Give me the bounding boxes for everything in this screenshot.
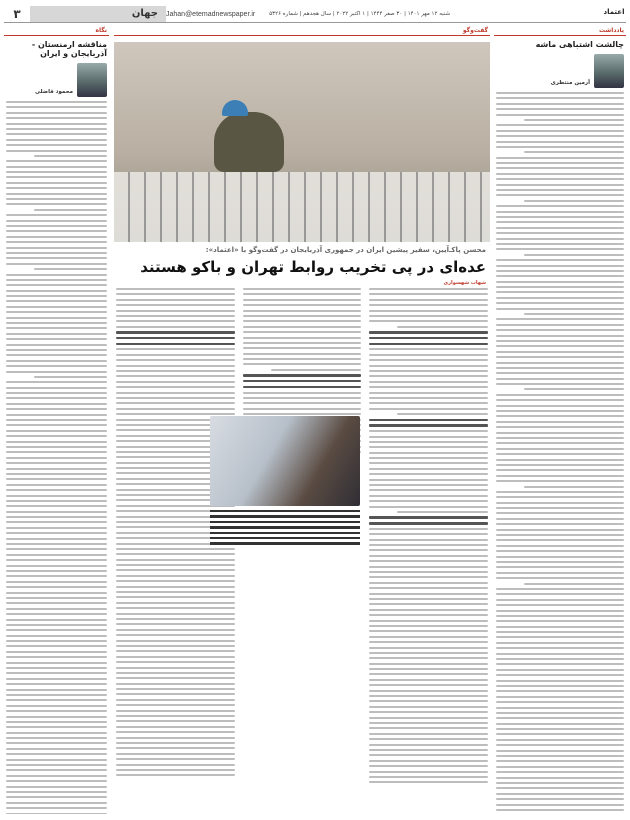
author-avatar <box>77 63 107 97</box>
main-photo <box>114 42 490 242</box>
site-email[interactable]: Jahan@etemadnewspaper.ir <box>166 10 256 18</box>
article-col-2 <box>241 288 364 814</box>
interview-photo <box>210 416 360 506</box>
photo-quote <box>210 510 360 548</box>
logo: اعتماد <box>603 8 625 16</box>
author-name: آرمین منتظری <box>550 80 590 86</box>
masthead <box>4 6 626 23</box>
article-col-1 <box>114 288 237 814</box>
article-body <box>114 288 490 814</box>
author-block <box>6 63 107 97</box>
column-title: مناقشه ارمنستان - آذربایجان و ایران <box>31 40 107 58</box>
column-text <box>494 92 626 814</box>
column-label: یادداشت <box>494 26 626 36</box>
author-avatar <box>594 54 624 88</box>
issue-info: شنبه ۱۲ مهر ۱۴۰۱ | ۳۰ صفر ۱۴۴۴ | ۱ اکتبر ۲۰۲۲ | سال هجدهم | شماره ۵۳۲۶ <box>269 11 451 17</box>
article-col-3 <box>367 288 490 814</box>
column-text <box>4 101 109 814</box>
column-title: چالشت اشتباهی ماشه <box>535 40 624 49</box>
article-label: گفت‌وگو <box>114 26 490 36</box>
article-subhead: محسن پاکـ‌آیین، سفیر پیشین ایران در جمهوری آذربایجان در گفت‌وگو با «اعتماد»: <box>205 246 486 254</box>
article-headline: عده‌ای در پی تخریب روابط تهران و باکو هستند <box>140 258 486 276</box>
author-name: محمود فاضلی <box>34 89 73 95</box>
article-byline: شهاب شهسواری <box>443 280 486 286</box>
left-column <box>4 26 109 814</box>
right-column <box>494 26 626 814</box>
page-number: ۳ <box>13 7 21 21</box>
main-article <box>114 26 490 814</box>
column-label: نگاه <box>4 26 109 36</box>
section-title: جهان <box>30 6 166 22</box>
author-block <box>496 54 624 88</box>
